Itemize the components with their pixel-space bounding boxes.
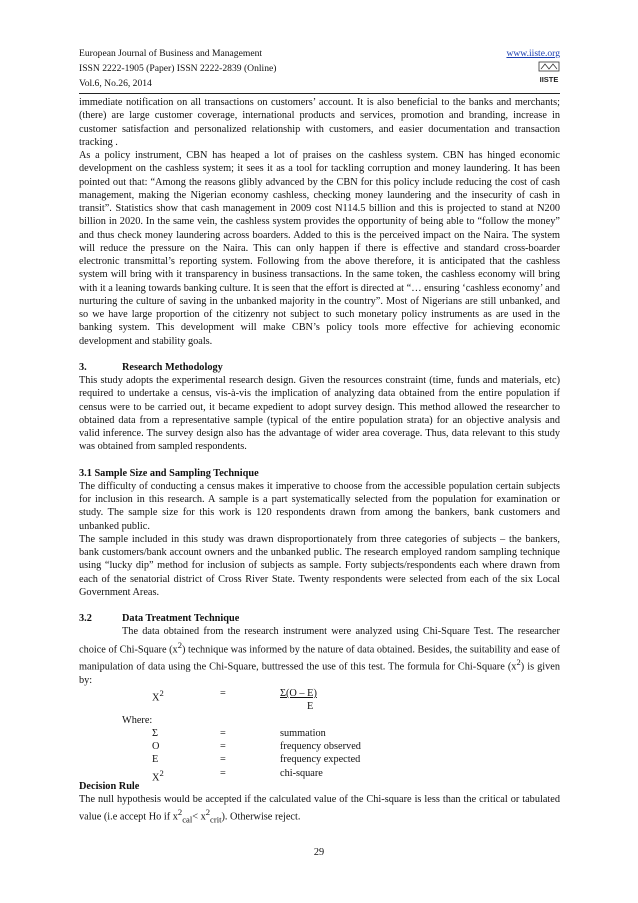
volume-line: Vol.6, No.26, 2014 (79, 78, 152, 89)
paragraph-decision-rule: The null hypothesis would be accepted if the calculated value of the Chi-square is less than the critical or tabulated value (i.e accept Ho if $x^2_{cal}< x^2_{crit}$). Otherwise reject. (79, 794, 560, 825)
journal-url-link[interactable]: www.iiste.org (506, 48, 560, 59)
formula-numerator: Σ(O – E) (280, 688, 317, 700)
paragraph-sample-size: The difficulty of conducting a census makes it imperative to choose from the accessible population certain subjects for inclusion in this research. A sample is a part systematically selected from the population for examination or study. The sample size for this work is 120 respondents drawn from among the bankers, bank customers and unbanked public. (79, 480, 560, 532)
journal-title: European Journal of Business and Management (79, 48, 263, 59)
decision-rule-heading: Decision Rule (79, 780, 140, 792)
page-number: 29 (313, 847, 325, 858)
paragraph-chi-square: The data obtained from the research instrument were analyzed using Chi-Square Test. The researcher choice of Chi-Square $(x^2)$ technique was informed by the nature of data obtained. Besides, the suitability and ease of manipulation of data using the Chi-Square, buttressed the use of this test. The formula for Chi-Square $(x^2)$ is given by: (79, 626, 560, 686)
legend-row: O = frequency observed (152, 741, 361, 753)
formula-denominator: E (307, 701, 314, 713)
journal-header (79, 46, 560, 91)
page-body (79, 96, 560, 827)
iiste-logo-icon (538, 61, 560, 85)
issn-line: ISSN 2222-1905 (Paper) ISSN 2222-2839 (Online) (79, 63, 277, 74)
logo-text: IISTE (539, 75, 559, 84)
paragraph-research-design: This study adopts the experimental research design. Given the resources constraint (time, funds and materials, etc) required to undertake a census, vis-à-vis the implication of analyzing data obtained from the entire population if census were to be carried out, it became expedient to adopt survey design. This method allowed the researcher to obtained data from a representative sample (typical of the entire population strata) for an objective analysis and valid inference. The survey design also has the advantage of wider area coverage. Thus, data relevant to this study was obtained from sampled respondents. (79, 375, 560, 453)
section-heading-data-treatment: 3.2 Data Treatment Technique (79, 613, 240, 624)
formula-lhs: $X^2$ (152, 688, 164, 704)
legend-row: $X^2$ = chi-square (152, 767, 323, 784)
section-heading-sample-size: 3.1 Sample Size and Sampling Technique (79, 467, 259, 479)
paragraph-sample-drawn: The sample included in this study was drawn disproportionately from three categories of subjects – the bankers, bank customers/bank account owners and the unbanked public. The research employed random sampling technique using “lucky dip” method for inclusion of subjects as sample. Forty subjects/respondents each where drawn from each of the senatorial district of Cross River State. Twenty respondents were selected from each of the six Local Government Areas. (79, 533, 560, 598)
chi-square-formula: $X^2$ = Σ(O – E) E Where: Σ = summation O = frequency observed E = frequency expected $X^2$ = chi-square (79, 687, 560, 780)
formula-where-label: Where: (122, 714, 153, 726)
header-rule (79, 93, 560, 94)
legend-row: Σ = summation (152, 727, 326, 739)
paragraph-benefits: immediate notification on all transactions on customers’ account. It is also beneficial to the banks and merchants; (there) are large customer coverage, international products and services, promotion and branding, increase in customer satisfaction and personalized relationship with customers, and easier documentation and transaction tracking . (79, 97, 560, 148)
section-heading-research-methodology: 3. Research Methodology (79, 361, 223, 373)
legend-row: E = frequency expected (152, 754, 361, 766)
paragraph-policy-instrument: As a policy instrument, CBN has heaped a lot of praises on the cashless system. CBN has hinged economic development on the cashless system; it sees it as a tool for tackling corruption and money laundering. It has been pointed out that: “Among the reasons glibly advanced by the CBN for this policy include reducing the cost of cash management, making the Nigerian economy cashless, checking money laundering and the insecurity of cash in transit”. Statistics show that cash management in 2009 cost N114.5 billion and this is projected to stand at N200 billion in 2020. In the same vein, the cashless system provides the opportunity of being able to “follow the money” and thus check money laundering across boarders. Added to this is the perceived impact on the Naira. The system will reduce the pressure on the Naira. This can only happen if there is effective and standard cross-boarder electronic transmittal’s reporting system. Following from the above therefore, it is anticipated that the cashless system will bring with it transparency in business transactions. In the same token, the cashless economy will bring with it a leaning towards banking culture. It is seen that the effort is directed at “… ensuring ‘cashless economy’ and nurturing the culture of saving in the unbanked majority in the country”. Most of Nigerians are still unbanked, and so we have large proportion of the citizenry not subject to such monetary policy instruments as are used in the banking system. This development will make CBN’s policy tools more effective for achieving economic development and stability goals. (79, 150, 560, 347)
